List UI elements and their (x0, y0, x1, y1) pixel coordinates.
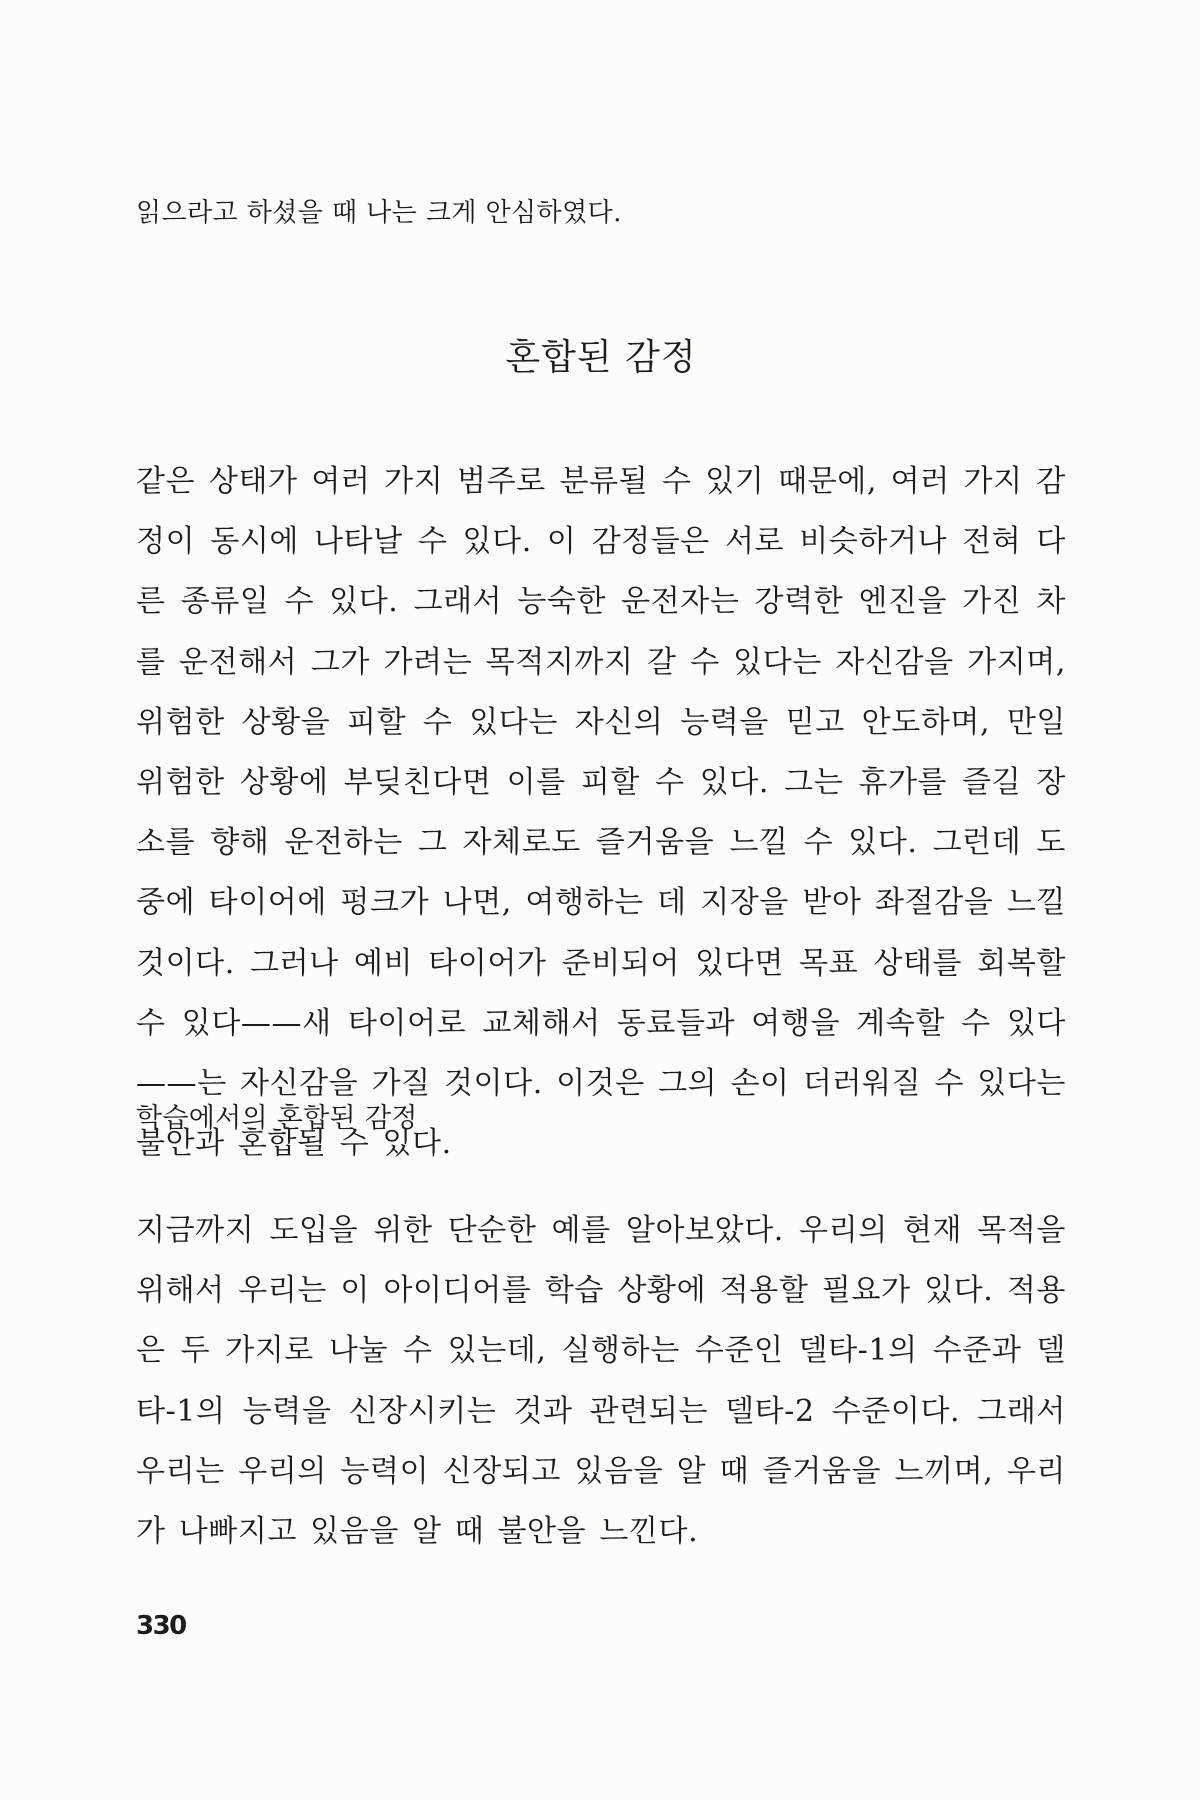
page-number: 330 (136, 1611, 186, 1641)
section-title: 혼합된 감정 (505, 337, 697, 378)
body-paragraph-1: 같은 상태가 여러 가지 범주로 분류될 수 있기 때문에, 여러 가지 감정이 동시에 나타날 수 있다. 이 감정들은 서로 비슷하거나 전혀 다른 종류일 수 있다. 그래서 능숙한 운전자는 강력한 엔진을 가진 차를 운전해서 그가 가려는 목적지까지 갈 수 있다는 자신감을 가지며, 위험한 상황을 피할 수 있다는 자신의 능력을 믿고 안도하며, 만일 위험한 상황에 부딪친다면 이를 피할 수 있다. 그는 휴가를 즐길 장소를 향해 운전하는 그 자체로도 즐거움을 느낄 수 있다. 그런데 도중에 타이어에 펑크가 나면, 여행하는 데 지장을 받아 좌절감을 느낄 것이다. 그러나 예비 타이어가 준비되어 있다면 목표 상태를 회복할 수 있다——새 타이어로 교체해서 동료들과 여행을 계속할 수 있다——는 자신감을 가질 것이다. 이것은 그의 손이 더러워질 수 있다는 불안과 혼합될 수 있다. (136, 464, 1066, 1162)
subsection-title: 학습에서의 혼합된 감정 (136, 1103, 418, 1134)
intro-line: 읽으라고 하셨을 때 나는 크게 안심하였다. (136, 198, 622, 228)
body-paragraph-2: 지금까지 도입을 위한 단순한 예를 알아보았다. 우리의 현재 목적을 위해서 우리는 이 아이디어를 학습 상황에 적용할 필요가 있다. 적용은 두 가지로 나눌 수 있는데, 실행하는 수준인 델타-1의 수준과 델타-1의 능력을 신장시키는 것과 관련되는 델타-2 수준이다. 그래서 우리는 우리의 능력이 신장되고 있음을 알 때 즐거움을 느끼며, 우리가 나빠지고 있음을 알 때 불안을 느낀다. (136, 1213, 1066, 1550)
